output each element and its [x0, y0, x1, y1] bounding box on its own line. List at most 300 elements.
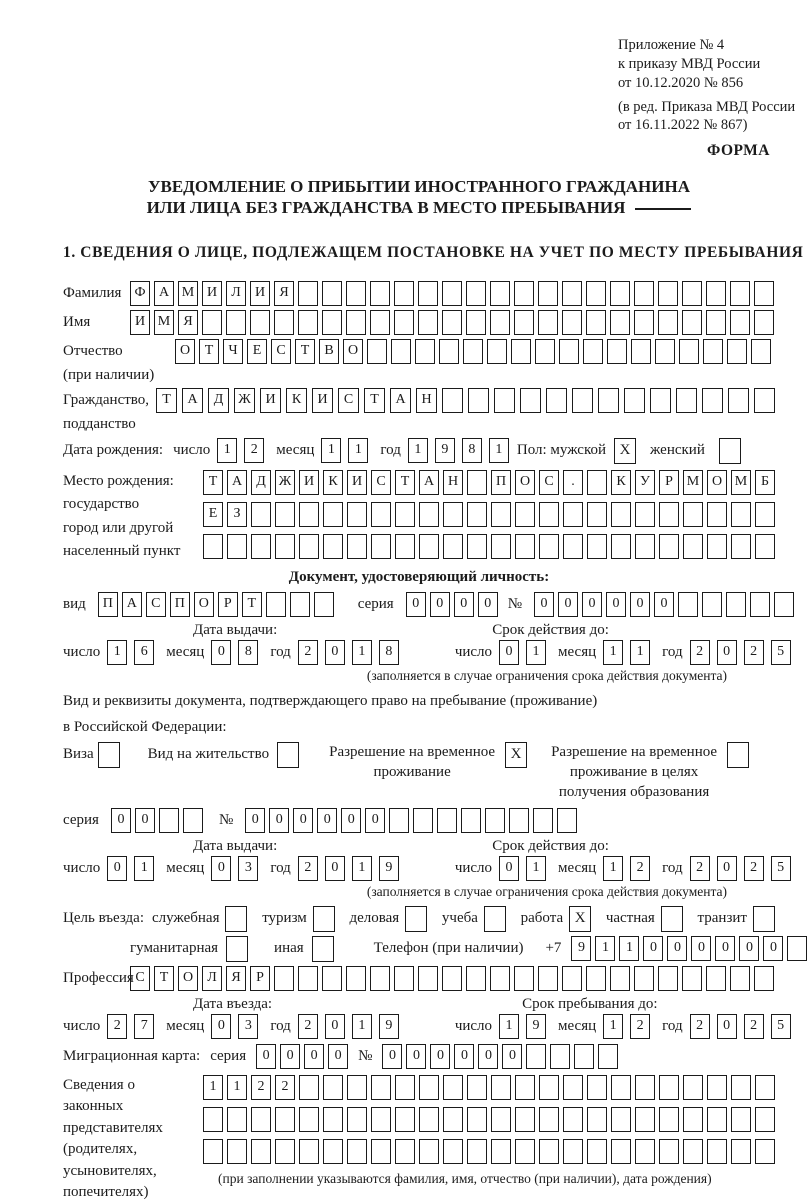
char-cell[interactable] — [514, 966, 534, 991]
char-cell[interactable]: И — [130, 310, 150, 335]
char-cell[interactable]: 0 — [478, 1044, 498, 1069]
char-cell[interactable] — [251, 502, 271, 527]
char-cell[interactable] — [299, 1139, 319, 1164]
char-cell[interactable] — [442, 281, 462, 306]
char-cell[interactable] — [707, 1107, 727, 1132]
char-cell[interactable] — [466, 310, 486, 335]
char-cell[interactable]: Р — [659, 470, 679, 495]
char-cell[interactable] — [538, 281, 558, 306]
char-cell[interactable]: А — [122, 592, 142, 617]
char-cell[interactable] — [634, 310, 654, 335]
char-cell[interactable] — [370, 966, 390, 991]
char-cell[interactable] — [683, 502, 703, 527]
char-cell[interactable]: 1 — [526, 856, 546, 881]
char-cell[interactable] — [538, 310, 558, 335]
char-cell[interactable] — [443, 1139, 463, 1164]
char-cell[interactable]: 0 — [499, 856, 519, 881]
char-cell[interactable]: 6 — [134, 640, 154, 665]
char-cell[interactable]: Ж — [275, 470, 295, 495]
char-cell[interactable]: 2 — [744, 856, 764, 881]
char-cell[interactable] — [487, 339, 507, 364]
char-cell[interactable] — [676, 388, 697, 413]
char-cell[interactable]: 0 — [406, 592, 426, 617]
char-cell[interactable]: 0 — [643, 936, 663, 961]
char-cell[interactable] — [550, 1044, 570, 1069]
char-cell[interactable]: X — [569, 906, 591, 932]
char-cell[interactable] — [750, 592, 770, 617]
char-cell[interactable] — [754, 388, 775, 413]
char-cell[interactable] — [443, 1107, 463, 1132]
doc-expiry-month[interactable] — [603, 640, 650, 665]
char-cell[interactable] — [418, 310, 438, 335]
char-cell[interactable]: Л — [202, 966, 222, 991]
char-cell[interactable]: 0 — [478, 592, 498, 617]
char-cell[interactable] — [707, 502, 727, 527]
char-cell[interactable] — [683, 1139, 703, 1164]
char-cell[interactable] — [731, 502, 751, 527]
char-cell[interactable] — [323, 502, 343, 527]
char-cell[interactable]: А — [227, 470, 247, 495]
char-cell[interactable] — [442, 388, 463, 413]
sex-male-checkbox[interactable] — [614, 438, 636, 464]
char-cell[interactable] — [202, 310, 222, 335]
purpose-work-checkbox[interactable] — [569, 906, 591, 932]
char-cell[interactable] — [661, 906, 683, 932]
char-cell[interactable] — [251, 1139, 271, 1164]
char-cell[interactable] — [624, 388, 645, 413]
char-cell[interactable] — [682, 281, 702, 306]
char-cell[interactable] — [731, 534, 751, 559]
char-cell[interactable]: Т — [295, 339, 315, 364]
char-cell[interactable] — [726, 592, 746, 617]
char-cell[interactable] — [607, 339, 627, 364]
char-cell[interactable]: 1 — [499, 1014, 519, 1039]
char-cell[interactable]: 0 — [630, 592, 650, 617]
char-cell[interactable]: О — [194, 592, 214, 617]
char-cell[interactable] — [490, 281, 510, 306]
char-cell[interactable] — [466, 281, 486, 306]
char-cell[interactable] — [371, 502, 391, 527]
char-cell[interactable] — [466, 966, 486, 991]
char-cell[interactable]: 2 — [298, 856, 318, 881]
residence-permit-checkbox[interactable] — [277, 742, 299, 768]
char-cell[interactable]: З — [227, 502, 247, 527]
char-cell[interactable]: 1 — [489, 438, 509, 463]
char-cell[interactable] — [683, 1107, 703, 1132]
char-cell[interactable] — [370, 281, 390, 306]
char-cell[interactable] — [586, 966, 606, 991]
char-cell[interactable]: 1 — [603, 856, 623, 881]
char-cell[interactable] — [563, 1139, 583, 1164]
entry-month[interactable] — [211, 1014, 258, 1039]
residence-series-field[interactable] — [111, 808, 203, 833]
patronymic-field[interactable] — [175, 339, 771, 364]
char-cell[interactable]: 0 — [293, 808, 313, 833]
char-cell[interactable]: . — [563, 470, 583, 495]
char-cell[interactable] — [730, 281, 750, 306]
char-cell[interactable] — [755, 1075, 775, 1100]
char-cell[interactable]: Я — [178, 310, 198, 335]
char-cell[interactable]: И — [202, 281, 222, 306]
char-cell[interactable] — [203, 534, 223, 559]
char-cell[interactable] — [706, 281, 726, 306]
birth-place-field-2[interactable] — [203, 502, 775, 527]
char-cell[interactable] — [226, 936, 248, 962]
char-cell[interactable]: 0 — [691, 936, 711, 961]
char-cell[interactable] — [727, 339, 747, 364]
char-cell[interactable]: 0 — [325, 640, 345, 665]
char-cell[interactable] — [461, 808, 481, 833]
char-cell[interactable]: Р — [250, 966, 270, 991]
char-cell[interactable] — [635, 1107, 655, 1132]
char-cell[interactable]: 0 — [256, 1044, 276, 1069]
stay-year[interactable] — [690, 1014, 791, 1039]
char-cell[interactable] — [322, 310, 342, 335]
char-cell[interactable]: И — [260, 388, 281, 413]
char-cell[interactable]: 2 — [690, 856, 710, 881]
char-cell[interactable] — [419, 502, 439, 527]
char-cell[interactable]: И — [250, 281, 270, 306]
char-cell[interactable] — [563, 1107, 583, 1132]
stay-day[interactable] — [499, 1014, 546, 1039]
char-cell[interactable]: 0 — [717, 856, 737, 881]
char-cell[interactable]: 0 — [667, 936, 687, 961]
char-cell[interactable] — [727, 742, 749, 768]
char-cell[interactable] — [467, 1139, 487, 1164]
char-cell[interactable]: 0 — [328, 1044, 348, 1069]
char-cell[interactable] — [313, 906, 335, 932]
char-cell[interactable] — [266, 592, 286, 617]
char-cell[interactable]: 0 — [430, 1044, 450, 1069]
char-cell[interactable]: И — [347, 470, 367, 495]
char-cell[interactable] — [751, 339, 771, 364]
char-cell[interactable]: О — [343, 339, 363, 364]
char-cell[interactable] — [437, 808, 457, 833]
char-cell[interactable] — [538, 966, 558, 991]
char-cell[interactable] — [707, 1139, 727, 1164]
char-cell[interactable] — [346, 281, 366, 306]
char-cell[interactable] — [658, 310, 678, 335]
char-cell[interactable]: 1 — [408, 438, 428, 463]
purpose-transit-checkbox[interactable] — [753, 906, 775, 932]
char-cell[interactable]: С — [146, 592, 166, 617]
char-cell[interactable]: 5 — [771, 856, 791, 881]
char-cell[interactable] — [515, 534, 535, 559]
char-cell[interactable] — [299, 1075, 319, 1100]
char-cell[interactable] — [323, 534, 343, 559]
char-cell[interactable] — [515, 502, 535, 527]
char-cell[interactable] — [702, 592, 722, 617]
char-cell[interactable] — [514, 281, 534, 306]
char-cell[interactable] — [572, 388, 593, 413]
char-cell[interactable]: 0 — [341, 808, 361, 833]
char-cell[interactable] — [515, 1075, 535, 1100]
residence-number-field[interactable] — [245, 808, 577, 833]
visa-checkbox[interactable] — [98, 742, 120, 768]
char-cell[interactable] — [347, 534, 367, 559]
char-cell[interactable]: 0 — [325, 856, 345, 881]
char-cell[interactable] — [683, 534, 703, 559]
char-cell[interactable] — [395, 534, 415, 559]
char-cell[interactable] — [395, 1075, 415, 1100]
char-cell[interactable] — [442, 966, 462, 991]
char-cell[interactable] — [467, 470, 487, 495]
char-cell[interactable] — [251, 1107, 271, 1132]
char-cell[interactable]: 9 — [526, 1014, 546, 1039]
char-cell[interactable]: 2 — [298, 1014, 318, 1039]
representatives-field-3[interactable] — [203, 1139, 775, 1164]
char-cell[interactable]: 0 — [454, 592, 474, 617]
char-cell[interactable] — [298, 966, 318, 991]
char-cell[interactable]: 9 — [435, 438, 455, 463]
char-cell[interactable] — [443, 534, 463, 559]
char-cell[interactable] — [419, 1139, 439, 1164]
char-cell[interactable] — [299, 534, 319, 559]
char-cell[interactable]: 1 — [352, 1014, 372, 1039]
char-cell[interactable] — [562, 966, 582, 991]
char-cell[interactable]: 1 — [619, 936, 639, 961]
char-cell[interactable]: К — [286, 388, 307, 413]
birth-place-field-1[interactable] — [203, 470, 775, 495]
char-cell[interactable] — [719, 438, 741, 464]
char-cell[interactable] — [631, 339, 651, 364]
char-cell[interactable] — [370, 310, 390, 335]
char-cell[interactable] — [290, 592, 310, 617]
char-cell[interactable]: Я — [226, 966, 246, 991]
char-cell[interactable] — [707, 534, 727, 559]
char-cell[interactable]: К — [611, 470, 631, 495]
char-cell[interactable] — [413, 808, 433, 833]
char-cell[interactable] — [682, 310, 702, 335]
char-cell[interactable] — [298, 310, 318, 335]
char-cell[interactable]: 0 — [382, 1044, 402, 1069]
char-cell[interactable] — [611, 502, 631, 527]
char-cell[interactable]: 1 — [352, 640, 372, 665]
char-cell[interactable] — [755, 1107, 775, 1132]
char-cell[interactable] — [610, 966, 630, 991]
citizenship-field[interactable] — [156, 388, 775, 413]
char-cell[interactable] — [539, 1139, 559, 1164]
char-cell[interactable]: 0 — [317, 808, 337, 833]
char-cell[interactable]: П — [491, 470, 511, 495]
char-cell[interactable]: 5 — [771, 1014, 791, 1039]
char-cell[interactable] — [395, 1139, 415, 1164]
char-cell[interactable]: 1 — [352, 856, 372, 881]
char-cell[interactable]: Т — [242, 592, 262, 617]
char-cell[interactable]: С — [130, 966, 150, 991]
char-cell[interactable]: 0 — [365, 808, 385, 833]
temp-residence-edu-checkbox[interactable] — [727, 742, 749, 768]
char-cell[interactable] — [702, 388, 723, 413]
char-cell[interactable] — [755, 1139, 775, 1164]
char-cell[interactable] — [323, 1139, 343, 1164]
char-cell[interactable]: 0 — [107, 856, 127, 881]
residence-issue-year[interactable] — [298, 856, 399, 881]
char-cell[interactable] — [227, 1139, 247, 1164]
char-cell[interactable] — [159, 808, 179, 833]
char-cell[interactable] — [655, 339, 675, 364]
char-cell[interactable]: К — [323, 470, 343, 495]
char-cell[interactable]: С — [371, 470, 391, 495]
char-cell[interactable]: 0 — [304, 1044, 324, 1069]
char-cell[interactable]: 0 — [280, 1044, 300, 1069]
char-cell[interactable] — [526, 1044, 546, 1069]
char-cell[interactable] — [275, 534, 295, 559]
char-cell[interactable] — [563, 502, 583, 527]
char-cell[interactable] — [405, 906, 427, 932]
char-cell[interactable]: 0 — [430, 592, 450, 617]
char-cell[interactable]: X — [505, 742, 527, 768]
char-cell[interactable] — [546, 388, 567, 413]
migration-series-field[interactable] — [256, 1044, 348, 1069]
char-cell[interactable] — [346, 310, 366, 335]
char-cell[interactable]: Д — [208, 388, 229, 413]
char-cell[interactable] — [251, 534, 271, 559]
char-cell[interactable]: М — [178, 281, 198, 306]
char-cell[interactable] — [586, 310, 606, 335]
char-cell[interactable]: Т — [199, 339, 219, 364]
residence-issue-day[interactable] — [107, 856, 154, 881]
char-cell[interactable] — [490, 966, 510, 991]
char-cell[interactable] — [312, 936, 334, 962]
char-cell[interactable] — [610, 281, 630, 306]
char-cell[interactable] — [583, 339, 603, 364]
char-cell[interactable]: А — [419, 470, 439, 495]
char-cell[interactable] — [415, 339, 435, 364]
char-cell[interactable] — [635, 1075, 655, 1100]
char-cell[interactable]: 8 — [462, 438, 482, 463]
char-cell[interactable] — [587, 1075, 607, 1100]
char-cell[interactable] — [322, 966, 342, 991]
char-cell[interactable] — [371, 1107, 391, 1132]
char-cell[interactable]: 1 — [603, 1014, 623, 1039]
char-cell[interactable]: 0 — [135, 808, 155, 833]
char-cell[interactable]: Р — [218, 592, 238, 617]
char-cell[interactable] — [659, 502, 679, 527]
char-cell[interactable] — [490, 310, 510, 335]
char-cell[interactable]: 0 — [211, 1014, 231, 1039]
char-cell[interactable]: 0 — [558, 592, 578, 617]
char-cell[interactable] — [227, 534, 247, 559]
char-cell[interactable]: П — [170, 592, 190, 617]
birth-month-field[interactable] — [321, 438, 368, 463]
char-cell[interactable]: 2 — [744, 640, 764, 665]
char-cell[interactable] — [274, 966, 294, 991]
char-cell[interactable] — [755, 534, 775, 559]
purpose-study-checkbox[interactable] — [484, 906, 506, 932]
stay-month[interactable] — [603, 1014, 650, 1039]
char-cell[interactable]: 0 — [715, 936, 735, 961]
char-cell[interactable] — [491, 502, 511, 527]
char-cell[interactable] — [707, 1075, 727, 1100]
char-cell[interactable]: 8 — [238, 640, 258, 665]
char-cell[interactable] — [515, 1107, 535, 1132]
char-cell[interactable] — [514, 310, 534, 335]
residence-expiry-month[interactable] — [603, 856, 650, 881]
char-cell[interactable]: 0 — [406, 1044, 426, 1069]
char-cell[interactable] — [419, 534, 439, 559]
char-cell[interactable] — [611, 1075, 631, 1100]
char-cell[interactable]: 2 — [690, 640, 710, 665]
purpose-business-checkbox[interactable] — [405, 906, 427, 932]
char-cell[interactable]: С — [539, 470, 559, 495]
char-cell[interactable]: Ч — [223, 339, 243, 364]
char-cell[interactable] — [730, 310, 750, 335]
birth-place-field-3[interactable] — [203, 534, 775, 559]
char-cell[interactable] — [203, 1139, 223, 1164]
char-cell[interactable] — [679, 339, 699, 364]
char-cell[interactable] — [754, 310, 774, 335]
doc-kind-field[interactable] — [98, 592, 334, 617]
char-cell[interactable]: 2 — [251, 1075, 271, 1100]
char-cell[interactable] — [183, 808, 203, 833]
char-cell[interactable] — [539, 534, 559, 559]
char-cell[interactable] — [298, 281, 318, 306]
char-cell[interactable]: 9 — [571, 936, 591, 961]
char-cell[interactable] — [587, 1107, 607, 1132]
char-cell[interactable] — [394, 281, 414, 306]
char-cell[interactable] — [650, 388, 671, 413]
char-cell[interactable]: 0 — [245, 808, 265, 833]
birth-year-field[interactable] — [408, 438, 509, 463]
purpose-other-checkbox[interactable] — [312, 936, 334, 962]
char-cell[interactable] — [491, 534, 511, 559]
char-cell[interactable]: 9 — [379, 856, 399, 881]
char-cell[interactable]: С — [271, 339, 291, 364]
char-cell[interactable] — [395, 502, 415, 527]
char-cell[interactable]: Б — [755, 470, 775, 495]
char-cell[interactable]: Н — [443, 470, 463, 495]
char-cell[interactable]: 0 — [739, 936, 759, 961]
doc-expiry-year[interactable] — [690, 640, 791, 665]
char-cell[interactable] — [731, 1139, 751, 1164]
char-cell[interactable]: А — [390, 388, 411, 413]
doc-issue-year[interactable] — [298, 640, 399, 665]
char-cell[interactable] — [562, 281, 582, 306]
char-cell[interactable] — [659, 1107, 679, 1132]
char-cell[interactable] — [389, 808, 409, 833]
char-cell[interactable] — [774, 592, 794, 617]
char-cell[interactable] — [731, 1107, 751, 1132]
char-cell[interactable]: X — [614, 438, 636, 464]
char-cell[interactable] — [371, 1139, 391, 1164]
char-cell[interactable]: Е — [203, 502, 223, 527]
char-cell[interactable]: О — [707, 470, 727, 495]
char-cell[interactable] — [494, 388, 515, 413]
doc-expiry-day[interactable] — [499, 640, 546, 665]
char-cell[interactable] — [371, 1075, 391, 1100]
char-cell[interactable]: 1 — [217, 438, 237, 463]
char-cell[interactable] — [659, 534, 679, 559]
char-cell[interactable]: 2 — [690, 1014, 710, 1039]
char-cell[interactable] — [557, 808, 577, 833]
char-cell[interactable] — [391, 339, 411, 364]
char-cell[interactable] — [539, 1075, 559, 1100]
char-cell[interactable]: Е — [247, 339, 267, 364]
char-cell[interactable]: И — [312, 388, 333, 413]
char-cell[interactable]: 0 — [717, 1014, 737, 1039]
doc-issue-day[interactable] — [107, 640, 154, 665]
char-cell[interactable] — [346, 966, 366, 991]
char-cell[interactable] — [659, 1075, 679, 1100]
char-cell[interactable] — [659, 1139, 679, 1164]
char-cell[interactable] — [610, 310, 630, 335]
migration-number-field[interactable] — [382, 1044, 618, 1069]
char-cell[interactable] — [706, 310, 726, 335]
char-cell[interactable]: 0 — [111, 808, 131, 833]
char-cell[interactable] — [203, 1107, 223, 1132]
char-cell[interactable] — [635, 1139, 655, 1164]
